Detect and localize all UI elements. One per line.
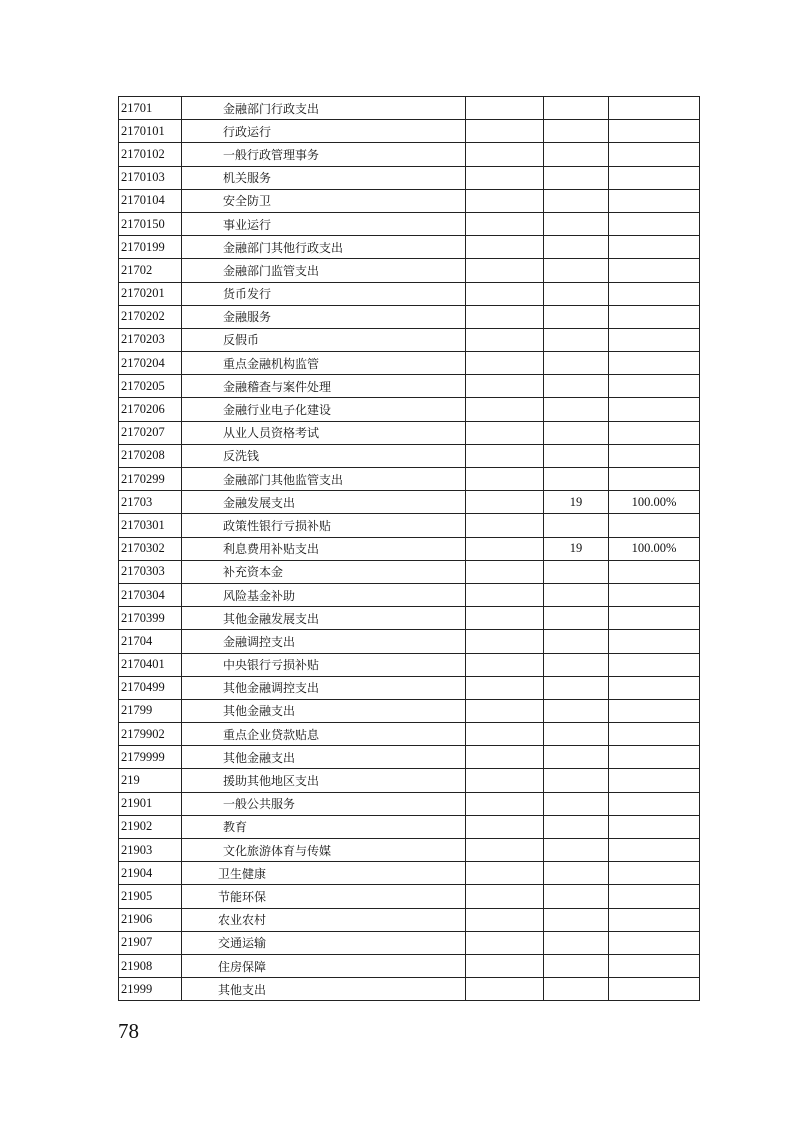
row-value-cell-2 [544, 212, 609, 235]
row-code-cell: 2170202 [119, 305, 182, 328]
row-value-cell-1 [466, 583, 544, 606]
row-value-cell-2 [544, 769, 609, 792]
table-row [119, 978, 700, 1001]
row-value-cell-2 [544, 676, 609, 699]
table-row [119, 491, 700, 514]
row-value-cell-2 [544, 723, 609, 746]
row-value-cell-3 [609, 236, 700, 259]
row-name-cell: 反假币 [182, 328, 466, 351]
row-code-cell: 2170302 [119, 537, 182, 560]
row-value-cell-1 [466, 212, 544, 235]
row-name-cell: 安全防卫 [182, 189, 466, 212]
row-code-cell: 2170101 [119, 120, 182, 143]
row-value-cell-1 [466, 746, 544, 769]
row-name-cell: 其他支出 [182, 978, 466, 1001]
row-value-cell-1 [466, 954, 544, 977]
row-value-cell-2 [544, 583, 609, 606]
row-value-cell-2 [544, 120, 609, 143]
row-value-cell-1 [466, 514, 544, 537]
row-value-cell-2 [544, 305, 609, 328]
row-value-cell-1 [466, 839, 544, 862]
row-value-cell-2 [544, 607, 609, 630]
row-value-cell-1 [466, 862, 544, 885]
row-value-cell-2: 19 [544, 537, 609, 560]
table-row [119, 97, 700, 120]
row-value-cell-2 [544, 352, 609, 375]
table-row [119, 653, 700, 676]
row-value-cell-1 [466, 120, 544, 143]
row-code-cell: 2170205 [119, 375, 182, 398]
row-value-cell-1 [466, 375, 544, 398]
row-value-cell-3 [609, 583, 700, 606]
row-value-cell-1 [466, 143, 544, 166]
table-row [119, 259, 700, 282]
row-code-cell: 21704 [119, 630, 182, 653]
row-code-cell: 21701 [119, 97, 182, 120]
table-row [119, 676, 700, 699]
row-name-cell: 机关服务 [182, 166, 466, 189]
row-value-cell-1 [466, 723, 544, 746]
row-value-cell-3 [609, 97, 700, 120]
row-code-cell: 2170299 [119, 468, 182, 491]
row-name-cell: 援助其他地区支出 [182, 769, 466, 792]
row-value-cell-1 [466, 189, 544, 212]
row-value-cell-1 [466, 630, 544, 653]
row-value-cell-3 [609, 212, 700, 235]
table-row [119, 792, 700, 815]
table-row [119, 375, 700, 398]
row-value-cell-3 [609, 421, 700, 444]
row-value-cell-2 [544, 236, 609, 259]
row-value-cell-3 [609, 305, 700, 328]
row-name-cell: 从业人员资格考试 [182, 421, 466, 444]
row-value-cell-1 [466, 885, 544, 908]
row-code-cell: 2170201 [119, 282, 182, 305]
row-code-cell: 2170208 [119, 444, 182, 467]
row-name-cell: 金融部门其他监管支出 [182, 468, 466, 491]
row-value-cell-2 [544, 885, 609, 908]
row-name-cell: 其他金融发展支出 [182, 607, 466, 630]
row-code-cell: 21907 [119, 931, 182, 954]
row-name-cell: 其他金融调控支出 [182, 676, 466, 699]
row-value-cell-1 [466, 236, 544, 259]
row-value-cell-3 [609, 769, 700, 792]
row-value-cell-1 [466, 468, 544, 491]
row-code-cell: 2170203 [119, 328, 182, 351]
table-row [119, 120, 700, 143]
row-name-cell: 行政运行 [182, 120, 466, 143]
row-value-cell-2 [544, 954, 609, 977]
row-code-cell: 21906 [119, 908, 182, 931]
table-row [119, 699, 700, 722]
row-value-cell-3 [609, 653, 700, 676]
table-row [119, 769, 700, 792]
row-value-cell-2 [544, 375, 609, 398]
row-value-cell-1 [466, 607, 544, 630]
row-value-cell-1 [466, 398, 544, 421]
table-row [119, 143, 700, 166]
row-value-cell-3 [609, 630, 700, 653]
table-row [119, 421, 700, 444]
row-value-cell-3 [609, 908, 700, 931]
row-value-cell-2 [544, 908, 609, 931]
row-code-cell: 2170150 [119, 212, 182, 235]
table-row [119, 166, 700, 189]
row-value-cell-2 [544, 978, 609, 1001]
row-value-cell-2 [544, 282, 609, 305]
row-value-cell-2 [544, 166, 609, 189]
row-name-cell: 货币发行 [182, 282, 466, 305]
row-value-cell-2 [544, 398, 609, 421]
row-name-cell: 一般行政管理事务 [182, 143, 466, 166]
row-code-cell: 21903 [119, 839, 182, 862]
row-name-cell: 卫生健康 [182, 862, 466, 885]
table-row [119, 815, 700, 838]
row-value-cell-2 [544, 653, 609, 676]
row-value-cell-2 [544, 189, 609, 212]
row-value-cell-2 [544, 514, 609, 537]
row-value-cell-2: 19 [544, 491, 609, 514]
row-value-cell-2 [544, 746, 609, 769]
row-name-cell: 教育 [182, 815, 466, 838]
row-value-cell-1 [466, 908, 544, 931]
row-value-cell-1 [466, 537, 544, 560]
row-code-cell: 2170206 [119, 398, 182, 421]
row-value-cell-3 [609, 723, 700, 746]
table-row [119, 444, 700, 467]
row-value-cell-1 [466, 352, 544, 375]
row-value-cell-1 [466, 653, 544, 676]
row-value-cell-3 [609, 885, 700, 908]
row-name-cell: 重点企业贷款贴息 [182, 723, 466, 746]
row-name-cell: 补充资本金 [182, 560, 466, 583]
row-name-cell: 金融行业电子化建设 [182, 398, 466, 421]
row-name-cell: 重点金融机构监管 [182, 352, 466, 375]
row-value-cell-1 [466, 560, 544, 583]
row-value-cell-1 [466, 166, 544, 189]
table-row [119, 839, 700, 862]
table-row [119, 862, 700, 885]
row-value-cell-1 [466, 97, 544, 120]
table-row [119, 514, 700, 537]
row-code-cell: 21702 [119, 259, 182, 282]
row-value-cell-2 [544, 421, 609, 444]
row-value-cell-3 [609, 375, 700, 398]
table-body [119, 97, 700, 1001]
row-code-cell: 2170301 [119, 514, 182, 537]
row-name-cell: 反洗钱 [182, 444, 466, 467]
row-name-cell: 金融部门监管支出 [182, 259, 466, 282]
table-row [119, 607, 700, 630]
row-value-cell-2 [544, 444, 609, 467]
row-value-cell-2 [544, 143, 609, 166]
row-code-cell: 2170399 [119, 607, 182, 630]
row-value-cell-2 [544, 560, 609, 583]
row-value-cell-3 [609, 143, 700, 166]
row-value-cell-1 [466, 815, 544, 838]
row-value-cell-3 [609, 468, 700, 491]
row-name-cell: 风险基金补助 [182, 583, 466, 606]
row-value-cell-3 [609, 352, 700, 375]
row-value-cell-3 [609, 398, 700, 421]
row-value-cell-2 [544, 931, 609, 954]
row-value-cell-2 [544, 468, 609, 491]
row-value-cell-1 [466, 259, 544, 282]
row-value-cell-1 [466, 792, 544, 815]
row-value-cell-2 [544, 259, 609, 282]
table-row [119, 560, 700, 583]
row-name-cell: 事业运行 [182, 212, 466, 235]
table-row [119, 352, 700, 375]
row-value-cell-1 [466, 676, 544, 699]
row-value-cell-3 [609, 862, 700, 885]
table-row [119, 305, 700, 328]
row-value-cell-1 [466, 978, 544, 1001]
row-code-cell: 2170199 [119, 236, 182, 259]
table-row [119, 189, 700, 212]
row-code-cell: 21902 [119, 815, 182, 838]
row-code-cell: 2170304 [119, 583, 182, 606]
row-value-cell-2 [544, 328, 609, 351]
row-value-cell-3 [609, 978, 700, 1001]
row-value-cell-3: 100.00% [609, 537, 700, 560]
row-name-cell: 交通运输 [182, 931, 466, 954]
row-value-cell-3 [609, 560, 700, 583]
row-value-cell-3 [609, 120, 700, 143]
row-value-cell-3 [609, 931, 700, 954]
table-row [119, 931, 700, 954]
row-value-cell-3 [609, 954, 700, 977]
row-code-cell: 2170401 [119, 653, 182, 676]
row-name-cell: 中央银行亏损补贴 [182, 653, 466, 676]
row-value-cell-3 [609, 607, 700, 630]
row-name-cell: 金融稽查与案件处理 [182, 375, 466, 398]
row-value-cell-1 [466, 328, 544, 351]
row-name-cell: 金融服务 [182, 305, 466, 328]
row-name-cell: 一般公共服务 [182, 792, 466, 815]
row-value-cell-1 [466, 305, 544, 328]
row-value-cell-3 [609, 839, 700, 862]
row-name-cell: 其他金融支出 [182, 746, 466, 769]
table-row [119, 282, 700, 305]
row-value-cell-2 [544, 862, 609, 885]
row-value-cell-1 [466, 491, 544, 514]
row-value-cell-2 [544, 630, 609, 653]
row-value-cell-3 [609, 189, 700, 212]
row-value-cell-2 [544, 97, 609, 120]
row-value-cell-3 [609, 815, 700, 838]
row-value-cell-1 [466, 421, 544, 444]
table-row [119, 583, 700, 606]
table-row [119, 398, 700, 421]
row-value-cell-2 [544, 839, 609, 862]
row-value-cell-3 [609, 676, 700, 699]
row-name-cell: 农业农村 [182, 908, 466, 931]
row-name-cell: 金融部门行政支出 [182, 97, 466, 120]
row-value-cell-1 [466, 769, 544, 792]
row-name-cell: 其他金融支出 [182, 699, 466, 722]
row-code-cell: 2179902 [119, 723, 182, 746]
row-value-cell-2 [544, 699, 609, 722]
row-name-cell: 文化旅游体育与传媒 [182, 839, 466, 862]
row-value-cell-2 [544, 792, 609, 815]
table-row [119, 212, 700, 235]
row-value-cell-1 [466, 444, 544, 467]
row-code-cell: 2179999 [119, 746, 182, 769]
row-value-cell-3 [609, 328, 700, 351]
row-code-cell: 2170499 [119, 676, 182, 699]
row-value-cell-3: 100.00% [609, 491, 700, 514]
row-code-cell: 219 [119, 769, 182, 792]
row-value-cell-1 [466, 282, 544, 305]
row-code-cell: 21703 [119, 491, 182, 514]
row-value-cell-1 [466, 931, 544, 954]
row-name-cell: 金融部门其他行政支出 [182, 236, 466, 259]
row-code-cell: 21799 [119, 699, 182, 722]
table-row [119, 630, 700, 653]
row-code-cell: 21904 [119, 862, 182, 885]
row-value-cell-3 [609, 259, 700, 282]
row-value-cell-3 [609, 792, 700, 815]
row-name-cell: 政策性银行亏损补贴 [182, 514, 466, 537]
table-row [119, 885, 700, 908]
row-code-cell: 21901 [119, 792, 182, 815]
row-code-cell: 2170102 [119, 143, 182, 166]
table-row [119, 723, 700, 746]
row-value-cell-3 [609, 514, 700, 537]
table-row [119, 468, 700, 491]
row-name-cell: 住房保障 [182, 954, 466, 977]
row-value-cell-3 [609, 746, 700, 769]
row-value-cell-3 [609, 166, 700, 189]
row-code-cell: 2170204 [119, 352, 182, 375]
table-row [119, 746, 700, 769]
row-value-cell-1 [466, 699, 544, 722]
page-number: 78 [118, 1019, 139, 1043]
row-name-cell: 节能环保 [182, 885, 466, 908]
row-code-cell: 2170104 [119, 189, 182, 212]
row-code-cell: 2170103 [119, 166, 182, 189]
row-code-cell: 21908 [119, 954, 182, 977]
row-value-cell-3 [609, 444, 700, 467]
table-row [119, 328, 700, 351]
row-value-cell-2 [544, 815, 609, 838]
row-name-cell: 利息费用补贴支出 [182, 537, 466, 560]
table-row [119, 236, 700, 259]
row-code-cell: 2170303 [119, 560, 182, 583]
table-row [119, 537, 700, 560]
row-code-cell: 2170207 [119, 421, 182, 444]
row-value-cell-3 [609, 699, 700, 722]
row-name-cell: 金融发展支出 [182, 491, 466, 514]
row-name-cell: 金融调控支出 [182, 630, 466, 653]
table-row [119, 908, 700, 931]
row-value-cell-3 [609, 282, 700, 305]
row-code-cell: 21905 [119, 885, 182, 908]
row-code-cell: 21999 [119, 978, 182, 1001]
budget-table [118, 96, 700, 1001]
table-row [119, 954, 700, 977]
